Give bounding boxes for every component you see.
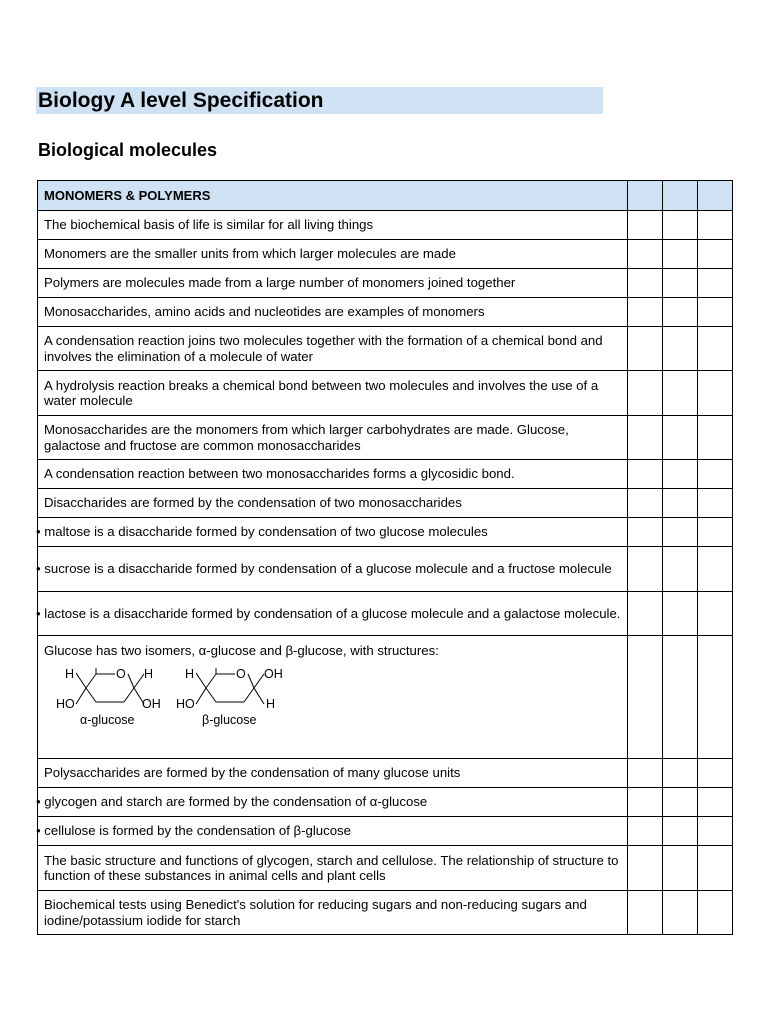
tick-box[interactable] [698, 489, 733, 518]
page-title: Biology A level Specification [36, 87, 603, 114]
tick-box[interactable] [628, 817, 663, 846]
tick-box[interactable] [628, 181, 663, 211]
tick-box[interactable] [663, 371, 698, 416]
tick-box[interactable] [628, 592, 663, 636]
tick-box[interactable] [698, 817, 733, 846]
tick-box[interactable] [698, 327, 733, 371]
tick-box[interactable] [663, 636, 698, 759]
table-row [38, 298, 733, 327]
row-text: Monomers are the smaller units from which larger molecules are made [38, 240, 628, 269]
table-row [38, 327, 733, 371]
tick-box[interactable] [663, 416, 698, 460]
table-header-title: MONOMERS & POLYMERS [38, 181, 628, 211]
beta-glucose-caption: β-glucose [202, 713, 257, 727]
beta-ring-oxygen-label: O [236, 667, 246, 681]
alpha-glucose-caption: α-glucose [80, 713, 135, 727]
row-text: • lactose is a disaccharide formed by condensation of a glucose molecule and a galactose molecule. [38, 592, 628, 636]
table-row [38, 518, 733, 547]
tick-box[interactable] [628, 298, 663, 327]
section-subtitle: Biological molecules [38, 140, 218, 160]
row-text: Biochemical tests using Benedict's solution for reducing sugars and non-reducing sugars and iodine/potassium iodide for starch [38, 891, 628, 935]
table-row [38, 269, 733, 298]
tick-box[interactable] [698, 298, 733, 327]
beta-glucose-structure [196, 668, 264, 704]
alpha-ring-oxygen-label: O [116, 667, 126, 681]
tick-box[interactable] [663, 460, 698, 489]
tick-box[interactable] [663, 489, 698, 518]
tick-box[interactable] [698, 211, 733, 240]
tick-box[interactable] [698, 460, 733, 489]
tick-box[interactable] [663, 759, 698, 788]
table-row [38, 416, 733, 460]
tick-box[interactable] [698, 181, 733, 211]
tick-box[interactable] [628, 327, 663, 371]
tick-box[interactable] [628, 460, 663, 489]
row-text: • maltose is a disaccharide formed by condensation of two glucose molecules [38, 518, 628, 547]
tick-box[interactable] [663, 181, 698, 211]
glucose-structures-diagram [50, 664, 310, 744]
tick-box[interactable] [698, 788, 733, 817]
tick-box[interactable] [663, 592, 698, 636]
table-row [38, 371, 733, 416]
tick-box[interactable] [628, 269, 663, 298]
alpha-glucose-structure [76, 668, 144, 704]
row-text: Monosaccharides are the monomers from which larger carbohydrates are made. Glucose, galactose and fructose are common monosaccharides [38, 416, 628, 460]
tick-box[interactable] [698, 759, 733, 788]
beta-top-right-label: OH [264, 667, 283, 681]
tick-box[interactable] [698, 416, 733, 460]
row-text: The basic structure and functions of glycogen, starch and cellulose. The relationship of structure to function of these substances in animal cells and plant cells [38, 846, 628, 891]
tick-box[interactable] [698, 269, 733, 298]
row-text: • sucrose is a disaccharide formed by condensation of a glucose molecule and a fructose molecule [38, 547, 628, 592]
alpha-bottom-right-label: OH [142, 697, 161, 711]
beta-bottom-left-label: HO [176, 697, 195, 711]
tick-box[interactable] [698, 518, 733, 547]
table-row [38, 460, 733, 489]
table-row [38, 592, 733, 636]
row-text: • glycogen and starch are formed by the condensation of α-glucose [38, 788, 628, 817]
tick-box[interactable] [628, 788, 663, 817]
tick-box[interactable] [698, 636, 733, 759]
table-row [38, 211, 733, 240]
tick-box[interactable] [663, 269, 698, 298]
tick-box[interactable] [663, 211, 698, 240]
tick-box[interactable] [628, 240, 663, 269]
tick-box[interactable] [628, 846, 663, 891]
tick-box[interactable] [698, 240, 733, 269]
tick-box[interactable] [628, 891, 663, 935]
tick-box[interactable] [698, 371, 733, 416]
tick-box[interactable] [663, 817, 698, 846]
tick-box[interactable] [663, 788, 698, 817]
table-row [38, 547, 733, 592]
alpha-top-right-label: H [144, 667, 154, 681]
row-text: Disaccharides are formed by the condensation of two monosaccharides [38, 489, 628, 518]
tick-box[interactable] [663, 547, 698, 592]
tick-box[interactable] [698, 547, 733, 592]
row-text: • cellulose is formed by the condensation of β-glucose [38, 817, 628, 846]
row-text: Monosaccharides, amino acids and nucleotides are examples of monomers [38, 298, 628, 327]
tick-box[interactable] [698, 592, 733, 636]
tick-box[interactable] [628, 489, 663, 518]
table-row [38, 846, 733, 891]
alpha-bottom-left-label: HO [56, 697, 75, 711]
tick-box[interactable] [628, 759, 663, 788]
row-text: A condensation reaction joins two molecules together with the formation of a chemical bond and involves the elimination of a molecule of water [38, 327, 628, 371]
row-text: Glucose has two isomers, α-glucose and β-glucose, with structures: [44, 643, 439, 658]
table-row [38, 891, 733, 935]
tick-box[interactable] [663, 298, 698, 327]
beta-top-left-label: H [185, 667, 195, 681]
table-header-row [38, 181, 733, 211]
tick-box[interactable] [663, 327, 698, 371]
tick-box[interactable] [628, 416, 663, 460]
row-text: Polysaccharides are formed by the condensation of many glucose units [38, 759, 628, 788]
table-row-glucose [38, 636, 733, 759]
tick-box[interactable] [698, 891, 733, 935]
row-text: A hydrolysis reaction breaks a chemical bond between two molecules and involves the use of a water molecule [38, 371, 628, 416]
spec-checklist-table [37, 180, 733, 935]
table-row [38, 489, 733, 518]
beta-bottom-right-label: H [266, 697, 276, 711]
row-text: The biochemical basis of life is similar for all living things [38, 211, 628, 240]
tick-box[interactable] [663, 240, 698, 269]
table-row [38, 759, 733, 788]
table-row [38, 240, 733, 269]
tick-box[interactable] [698, 846, 733, 891]
tick-box[interactable] [663, 846, 698, 891]
tick-box[interactable] [663, 518, 698, 547]
tick-box[interactable] [628, 636, 663, 759]
table-row [38, 817, 733, 846]
tick-box[interactable] [628, 547, 663, 592]
alpha-top-left-label: H [65, 667, 75, 681]
row-text: Polymers are molecules made from a large number of monomers joined together [38, 269, 628, 298]
tick-box[interactable] [628, 211, 663, 240]
tick-box[interactable] [663, 891, 698, 935]
table-row [38, 788, 733, 817]
tick-box[interactable] [628, 371, 663, 416]
row-text: A condensation reaction between two monosaccharides forms a glycosidic bond. [38, 460, 628, 489]
tick-box[interactable] [628, 518, 663, 547]
glucose-cell [38, 636, 628, 759]
